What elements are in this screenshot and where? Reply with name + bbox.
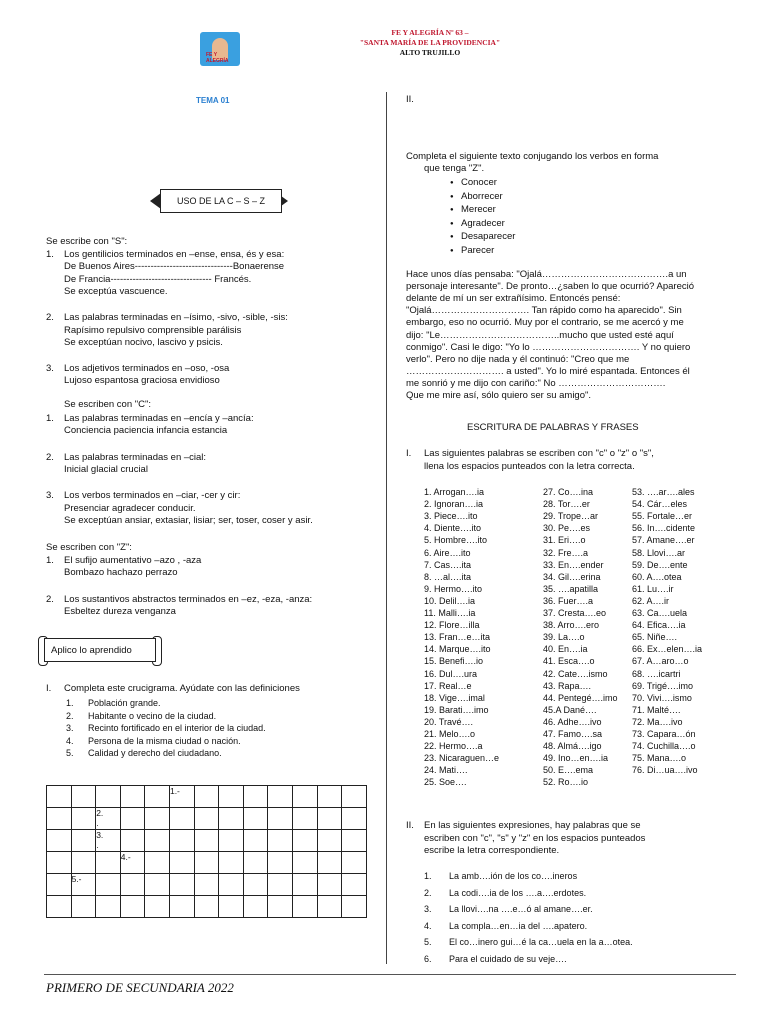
crossword-clue-number: 2. bbox=[96, 808, 104, 818]
story-line: verlo". Pero no dije nada y él continuó: "Creo que me bbox=[406, 353, 630, 365]
bullet-icon: ● bbox=[450, 193, 454, 200]
crossword-cell[interactable] bbox=[243, 896, 268, 918]
story-line: embargo, eso no ocurrió. Muy por el contrario, se me acercó y me bbox=[406, 317, 684, 329]
word-blank-item: 53. ….ar….ales bbox=[632, 487, 695, 497]
crossword-cell[interactable] bbox=[145, 852, 170, 874]
word-blank-item: 10. Delil….ia bbox=[424, 595, 476, 606]
crossword-clue-number: 1.- bbox=[169, 786, 180, 796]
crossword-row bbox=[47, 852, 367, 874]
crossword-grid bbox=[46, 785, 367, 918]
exercise-i-label: I. bbox=[406, 448, 412, 459]
school-name-line2: "SANTA MARÍA DE LA PROVIDENCIA" bbox=[359, 38, 501, 47]
word-blank-item: 17. Real…e bbox=[424, 680, 472, 691]
word-blank-item: 54. Cár…eles bbox=[632, 499, 688, 510]
verbs-intro: Completa el siguiente texto conjugando los verbos en forma bbox=[406, 151, 659, 162]
phrase-number: 6. bbox=[424, 954, 432, 964]
word-blank-item: 5. Hombre….ito bbox=[424, 535, 488, 546]
verb-item: Aborrecer bbox=[461, 190, 503, 202]
definition-number: 4. bbox=[66, 735, 74, 746]
word-blank-item: 3. Piece….ito bbox=[424, 511, 478, 522]
word-blank-item: 28. Tor….er bbox=[543, 499, 590, 510]
word-blank-item: 67. A…aro…o bbox=[632, 656, 689, 667]
story-line: dijo: "Le………………………………..mucho que usted esté aquí bbox=[406, 329, 674, 341]
crossword-cell[interactable] bbox=[219, 830, 244, 852]
word-blank-item: 36. Fuer….a bbox=[543, 595, 594, 606]
word-blank-item: 61. Lu….ir bbox=[632, 583, 674, 594]
school-location: ALTO TRUJILLO bbox=[399, 48, 461, 57]
exercise-ii-text: escribe la letra correspondiente. bbox=[424, 845, 560, 856]
s-rule-number: 3. bbox=[46, 363, 54, 375]
exercise-i-text: Las siguientes palabras se escriben con "c" o "z" o "s", bbox=[424, 448, 654, 459]
word-blank-item: 37. Cresta….eo bbox=[543, 608, 607, 618]
word-blank-item: 29. Trope…ar bbox=[543, 511, 599, 522]
definition-number: 5. bbox=[66, 748, 74, 759]
crossword-cell[interactable] bbox=[120, 896, 145, 918]
definition-text: Persona de la misma ciudad o nación. bbox=[88, 735, 241, 746]
crossword-cell[interactable] bbox=[194, 852, 219, 874]
crossword-cell[interactable] bbox=[219, 874, 244, 896]
crossword-cell[interactable] bbox=[169, 830, 194, 852]
section-title: ESCRITURA DE PALABRAS Y FRASES bbox=[467, 422, 639, 433]
school-name-line1: FE Y ALEGRÍA Nº 63 – bbox=[391, 28, 469, 37]
crossword-cell[interactable] bbox=[268, 852, 293, 874]
word-blank-item: 11. Malli….ia bbox=[424, 608, 476, 618]
verb-item: Merecer bbox=[461, 204, 496, 216]
crossword-cell[interactable] bbox=[71, 874, 96, 896]
bullet-icon: ● bbox=[450, 180, 454, 186]
crossword-cell[interactable] bbox=[292, 808, 317, 830]
crossword-cell[interactable] bbox=[145, 808, 170, 830]
crossword-cell[interactable] bbox=[120, 874, 145, 896]
crossword-cell[interactable] bbox=[268, 874, 293, 896]
word-blank-item: 64. Efica….ia bbox=[632, 620, 686, 631]
word-blank-item: 13. Fran…e…ita bbox=[424, 632, 491, 643]
word-blank-item: 9. Hermo….ito bbox=[424, 583, 483, 594]
crossword-cell[interactable] bbox=[342, 786, 367, 808]
word-blank-item: 66. Ex…elen….ia bbox=[632, 644, 703, 655]
phrase-text: El co…inero gui…é la ca…uela en la a…otea. bbox=[449, 937, 633, 948]
phrase-number: 3. bbox=[424, 904, 432, 915]
aplico-label: Aplico lo aprendido bbox=[44, 638, 156, 662]
crossword-cell[interactable] bbox=[145, 830, 170, 852]
word-blank-item: 48. Almá….igo bbox=[543, 741, 602, 752]
crossword-cell[interactable] bbox=[292, 852, 317, 874]
z-heading: Se escriben con "Z": bbox=[46, 542, 132, 553]
word-blank-item: 41. Esca….o bbox=[543, 656, 595, 667]
word-blank-item: 47. Famo….sa bbox=[543, 729, 603, 739]
word-blank-item: 27. Co….ina bbox=[543, 487, 594, 497]
definition-number: 3. bbox=[66, 723, 74, 734]
bullet-icon: ● bbox=[450, 220, 454, 227]
word-blank-item: 16. Dul….ura bbox=[424, 668, 478, 679]
crossword-cell[interactable] bbox=[120, 786, 145, 808]
crossword-cell[interactable] bbox=[120, 808, 145, 830]
word-blank-item: 15. Benefi….io bbox=[424, 656, 484, 667]
story-line: delante de mí un ser extrañísimo. Entoncés pensé: bbox=[406, 293, 621, 305]
s-rule-text: Las palabras terminadas en –ísimo, -sivo, -sible, -sis: bbox=[64, 312, 288, 324]
definition-number: 1. bbox=[66, 698, 74, 708]
phrase-number: 1. bbox=[424, 871, 432, 881]
story-line: conmigo". Casi le digo: "Yo lo ……………………………. Y no quiero bbox=[406, 341, 691, 353]
story-line: me sonrió y me dijo con cariño:" No ……………………………. bbox=[406, 377, 666, 389]
crossword-cell[interactable] bbox=[317, 808, 342, 830]
crossword-cell[interactable] bbox=[268, 808, 293, 830]
crossword-cell[interactable] bbox=[342, 808, 367, 830]
word-blank-item: 32. Fre….a bbox=[543, 547, 589, 558]
word-blank-item: 40. En….ia bbox=[543, 644, 588, 655]
s-rule-text: Los gentilicios terminados en –ense, ensa, és y esa: bbox=[64, 249, 285, 260]
phrase-text: Para el cuidado de su veje…. bbox=[449, 954, 567, 964]
story-line: "Ojalá…………………………. Tan rápido como ha aparecido". Sin bbox=[406, 305, 682, 317]
crossword-dot: . bbox=[96, 818, 99, 828]
bullet-icon: ● bbox=[450, 207, 454, 214]
z-rule-example: Bombazo hachazo perrazo bbox=[64, 567, 178, 579]
crossword-cell[interactable] bbox=[96, 896, 121, 918]
crossword-cell[interactable] bbox=[243, 874, 268, 896]
verb-item: Desaparecer bbox=[461, 231, 516, 243]
word-blank-item: 58. Llovi….ar bbox=[632, 547, 686, 558]
word-blank-item: 76. Di…ua….ivo bbox=[632, 765, 698, 776]
crossword-cell[interactable] bbox=[268, 830, 293, 852]
word-blank-item: 23. Nicaraguen…e bbox=[424, 753, 500, 764]
word-blank-item: 19. Barati….imo bbox=[424, 704, 489, 715]
crossword-cell[interactable] bbox=[194, 830, 219, 852]
c-rule-text: Las palabras terminadas en –cial: bbox=[64, 451, 207, 463]
word-blank-item: 38. Arro….ero bbox=[543, 620, 600, 631]
s-rule-example: De Buenos Aires-------------------------------Bonaerense bbox=[64, 261, 285, 273]
crossword-cell[interactable] bbox=[219, 896, 244, 918]
crossword-cell[interactable] bbox=[243, 786, 268, 808]
word-blank-item: 4. Diente….ito bbox=[424, 523, 482, 534]
word-blank-item: 74. Cuchilla….o bbox=[632, 741, 696, 752]
crossword-cell[interactable] bbox=[71, 830, 96, 852]
word-blank-item: 60. A….otea bbox=[632, 571, 682, 582]
word-blank-item: 72. Ma….ivo bbox=[632, 716, 683, 727]
crucigrama-title: Completa este crucigrama. Ayúdate con las definiciones bbox=[64, 683, 300, 694]
word-blank-item: 50. E….ema bbox=[543, 765, 594, 776]
crossword-cell[interactable] bbox=[47, 786, 72, 808]
word-blank-item: 71. Malté…. bbox=[632, 704, 681, 715]
c-rule-number: 3. bbox=[46, 490, 54, 502]
crossword-cell[interactable] bbox=[268, 896, 293, 918]
word-blank-item: 56. In….cidente bbox=[632, 523, 696, 534]
s-rule-number: 1. bbox=[46, 249, 54, 260]
crossword-cell[interactable] bbox=[219, 786, 244, 808]
title-banner-text: USO DE LA C – S – Z bbox=[160, 189, 282, 213]
crossword-cell[interactable] bbox=[47, 808, 72, 830]
crossword-cell[interactable] bbox=[342, 830, 367, 852]
crossword-cell[interactable] bbox=[96, 786, 121, 808]
word-blank-item: 75. Mana….o bbox=[632, 753, 687, 764]
crucigrama-number: I. bbox=[46, 683, 52, 694]
crossword-cell[interactable] bbox=[317, 830, 342, 852]
story-line: personaje interesante". De pronto…¿saben lo que ocurrió? Apareció bbox=[406, 281, 695, 293]
crossword-cell[interactable] bbox=[219, 852, 244, 874]
exercise-ii-label: II. bbox=[406, 820, 414, 831]
word-blank-item: 73. Capara…ón bbox=[632, 729, 696, 739]
crossword-clue-number: 3. bbox=[96, 830, 104, 840]
crossword-clue-number: 4.- bbox=[120, 852, 131, 862]
crossword-cell[interactable] bbox=[292, 874, 317, 896]
crossword-cell[interactable] bbox=[243, 830, 268, 852]
crossword-cell[interactable] bbox=[342, 852, 367, 874]
c-rule-number: 1. bbox=[46, 413, 54, 424]
crossword-dot: . bbox=[96, 840, 99, 850]
bullet-icon: ● bbox=[450, 248, 454, 254]
crossword-cell[interactable] bbox=[243, 808, 268, 830]
crossword-cell[interactable] bbox=[120, 852, 145, 874]
word-blank-item: 69. Trigé….imo bbox=[632, 680, 694, 691]
crossword-row bbox=[47, 830, 367, 852]
crossword-row bbox=[47, 874, 367, 896]
title-banner bbox=[150, 189, 288, 213]
story-line: Que me mire así, sólo quiero ser su amigo". bbox=[406, 390, 592, 401]
word-blank-item: 62. A….ir bbox=[632, 595, 670, 606]
word-blank-item: 22. Hermo….a bbox=[424, 741, 483, 752]
word-blank-item: 35. ….apatilla bbox=[543, 583, 599, 594]
c-rule-text: Los verbos terminados en –ciar, -cer y cir: bbox=[64, 490, 241, 502]
crossword-cell[interactable] bbox=[219, 808, 244, 830]
s-heading: Se escribe con "S": bbox=[46, 236, 128, 247]
section-ii-label: II. bbox=[406, 94, 414, 105]
crossword-cell[interactable] bbox=[96, 808, 121, 830]
z-rule-number: 2. bbox=[46, 593, 54, 605]
word-blank-item: 33. En….ender bbox=[543, 559, 604, 570]
crossword-cell[interactable] bbox=[194, 896, 219, 918]
definition-text: Calidad y derecho del ciudadano. bbox=[88, 748, 222, 759]
word-blank-item: 59. De….ente bbox=[632, 559, 688, 570]
tema-label: TEMA 01 bbox=[196, 96, 230, 105]
word-blank-item: 70. Vivi….ismo bbox=[632, 692, 692, 703]
crossword-cell[interactable] bbox=[120, 830, 145, 852]
word-blank-item: 44. Pentegé….imo bbox=[543, 692, 618, 703]
definition-text: Habitante o vecino de la ciudad. bbox=[88, 710, 217, 721]
verb-item: Agradecer bbox=[461, 217, 505, 229]
word-blank-item: 46. Adhe….ivo bbox=[543, 716, 602, 727]
crossword-cell[interactable] bbox=[317, 896, 342, 918]
crossword-cell[interactable] bbox=[194, 786, 219, 808]
crossword-cell[interactable] bbox=[317, 852, 342, 874]
verbs-intro-cont: que tenga "Z". bbox=[424, 163, 485, 174]
crossword-cell[interactable] bbox=[317, 874, 342, 896]
column-divider bbox=[386, 92, 387, 964]
word-blank-item: 43. Rapa…. bbox=[543, 680, 592, 691]
crossword-cell[interactable] bbox=[169, 786, 194, 808]
word-blank-item: 24. Mati…. bbox=[424, 765, 468, 776]
school-logo bbox=[200, 32, 240, 66]
crossword-cell[interactable] bbox=[194, 874, 219, 896]
word-blank-item: 25. Soe…. bbox=[424, 777, 467, 788]
crossword-cell[interactable] bbox=[194, 808, 219, 830]
bullet-icon: ● bbox=[450, 234, 454, 241]
crossword-cell[interactable] bbox=[145, 896, 170, 918]
z-rule-number: 1. bbox=[46, 555, 54, 566]
word-blank-item: 18. Vige….imal bbox=[424, 692, 485, 703]
crossword-cell[interactable] bbox=[96, 874, 121, 896]
crossword-cell[interactable] bbox=[292, 896, 317, 918]
phrase-text: La codi….ia de los ….a….erdotes. bbox=[449, 887, 587, 898]
word-blank-item: 45.A Dané…. bbox=[543, 704, 597, 715]
crossword-cell[interactable] bbox=[96, 852, 121, 874]
word-blank-item: 31. Eri….o bbox=[543, 535, 586, 546]
definition-text: Población grande. bbox=[88, 698, 161, 708]
school-header bbox=[200, 28, 560, 88]
crossword-cell[interactable] bbox=[342, 874, 367, 896]
c-rule-text: Las palabras terminadas en –encía y –ancía: bbox=[64, 413, 254, 424]
crossword-cell[interactable] bbox=[71, 786, 96, 808]
word-blank-item: 7. Cas….ita bbox=[424, 559, 472, 570]
story-line: Hace unos días pensaba: "Ojalá………………………………….a un bbox=[406, 269, 687, 280]
aplico-scroll bbox=[38, 636, 162, 664]
exercise-ii-text: escriben con "c", "s" y "z" en los espacios punteados bbox=[424, 832, 646, 844]
crossword-cell[interactable] bbox=[292, 786, 317, 808]
s-rule-number: 2. bbox=[46, 312, 54, 324]
crossword-cell[interactable] bbox=[145, 786, 170, 808]
crossword-row bbox=[47, 896, 367, 918]
c-rule-example: Presenciar agradecer conducir. bbox=[64, 502, 196, 514]
word-blank-item: 55. Fortale…er bbox=[632, 511, 693, 522]
word-blank-item: 20. Travé…. bbox=[424, 716, 474, 727]
z-rule-example: Esbeltez dureza venganza bbox=[64, 605, 176, 617]
logo-caption: FE Y ALEGRÍA bbox=[206, 52, 229, 64]
z-rule-text: Los sustantivos abstractos terminados en –ez, -eza, -anza: bbox=[64, 593, 313, 605]
word-blank-item: 12. Flore…illa bbox=[424, 620, 480, 631]
word-blank-item: 39. La….o bbox=[543, 632, 585, 643]
crossword-cell[interactable] bbox=[169, 808, 194, 830]
crossword-cell[interactable] bbox=[169, 896, 194, 918]
crossword-cell[interactable] bbox=[47, 896, 72, 918]
word-blank-item: 6. Aire….ito bbox=[424, 547, 471, 558]
word-blank-item: 42. Cate….ismo bbox=[543, 668, 608, 679]
c-rule-number: 2. bbox=[46, 451, 54, 463]
crossword-row bbox=[47, 786, 367, 808]
verb-item: Conocer bbox=[461, 177, 497, 188]
crossword-cell[interactable] bbox=[96, 830, 121, 852]
s-rule-example: Se exceptúa vascuence. bbox=[64, 285, 168, 297]
word-blank-item: 8. …al….ita bbox=[424, 571, 472, 582]
verb-item: Parecer bbox=[461, 245, 495, 256]
word-blank-item: 57. Amane….er bbox=[632, 535, 695, 546]
phrase-number: 5. bbox=[424, 937, 432, 948]
word-blank-item: 49. Ino…en….ia bbox=[543, 753, 609, 764]
word-blank-item: 63. Ca….uela bbox=[632, 608, 688, 618]
c-rule-example: Se exceptúan ansiar, extasiar, lisiar; ser, toser, coser y asir. bbox=[64, 514, 313, 526]
s-rule-example: Rapísimo repulsivo comprensible parálisis bbox=[64, 324, 242, 336]
footer-line bbox=[44, 974, 736, 975]
crossword-cell[interactable] bbox=[342, 896, 367, 918]
c-rule-example: Inicial glacial crucial bbox=[64, 463, 148, 475]
crossword-row bbox=[47, 808, 367, 830]
word-blank-item: 2. Ignoran….ia bbox=[424, 499, 484, 510]
crossword-cell[interactable] bbox=[243, 852, 268, 874]
word-blank-item: 68. ….icartri bbox=[632, 668, 681, 679]
crossword-cell[interactable] bbox=[268, 786, 293, 808]
s-rule-example: Se exceptúan nocivo, lascivo y psicis. bbox=[64, 336, 223, 348]
word-blank-item: 30. Pe….es bbox=[543, 523, 591, 534]
phrase-text: La llovi….na ….e…ó al amane….er. bbox=[449, 904, 593, 915]
c-rule-example: Conciencia paciencia infancia estancia bbox=[64, 425, 228, 437]
phrase-text: La compla…en…ia del ….apatero. bbox=[449, 920, 588, 931]
phrase-text: La amb….ión de los co….ineros bbox=[449, 871, 578, 881]
crossword-cell[interactable] bbox=[47, 852, 72, 874]
s-rule-text: Los adjetivos terminados en –oso, -osa bbox=[64, 363, 230, 375]
c-heading: Se escriben con "C": bbox=[64, 399, 152, 410]
z-rule-text: El sufijo aumentativo –azo , -aza bbox=[64, 555, 202, 566]
word-blank-item: 52. Ro….io bbox=[543, 777, 589, 788]
crossword-cell[interactable] bbox=[71, 808, 96, 830]
phrase-number: 2. bbox=[424, 887, 432, 898]
crossword-cell[interactable] bbox=[71, 896, 96, 918]
s-rule-example: Lujoso espantosa graciosa envidioso bbox=[64, 375, 220, 387]
crossword-cell[interactable] bbox=[145, 874, 170, 896]
definition-text: Recinto fortificado en el interior de la ciudad. bbox=[88, 723, 266, 734]
footer-text: PRIMERO DE SECUNDARIA 2022 bbox=[46, 980, 234, 995]
story-line: …………………………. a usted". Yo lo miré espantada. Entonces él bbox=[406, 365, 690, 377]
s-rule-example: De Francia-------------------------------- Francés. bbox=[64, 273, 252, 285]
exercise-i-text-cont: llena los espacios punteados con la letra correcta. bbox=[424, 461, 635, 472]
crossword-cell[interactable] bbox=[169, 852, 194, 874]
phrase-number: 4. bbox=[424, 920, 432, 931]
word-blank-item: 65. Niñe…. bbox=[632, 632, 678, 643]
crossword-cell[interactable] bbox=[292, 830, 317, 852]
word-blank-item: 1. Arrogan….ia bbox=[424, 487, 485, 497]
crossword-cell[interactable] bbox=[169, 874, 194, 896]
word-blank-item: 34. Gil….erina bbox=[543, 571, 601, 582]
exercise-ii-text: En las siguientes expresiones, hay palabras que se bbox=[424, 820, 641, 831]
definition-number: 2. bbox=[66, 710, 74, 721]
word-blank-item: 21. Melo….o bbox=[424, 729, 476, 739]
crossword-clue-number: 5.- bbox=[71, 874, 82, 884]
crossword-cell[interactable] bbox=[71, 852, 96, 874]
crossword-cell[interactable] bbox=[47, 874, 72, 896]
crossword-cell[interactable] bbox=[47, 830, 72, 852]
word-blank-item: 14. Marque….ito bbox=[424, 644, 491, 655]
crossword-cell[interactable] bbox=[317, 786, 342, 808]
